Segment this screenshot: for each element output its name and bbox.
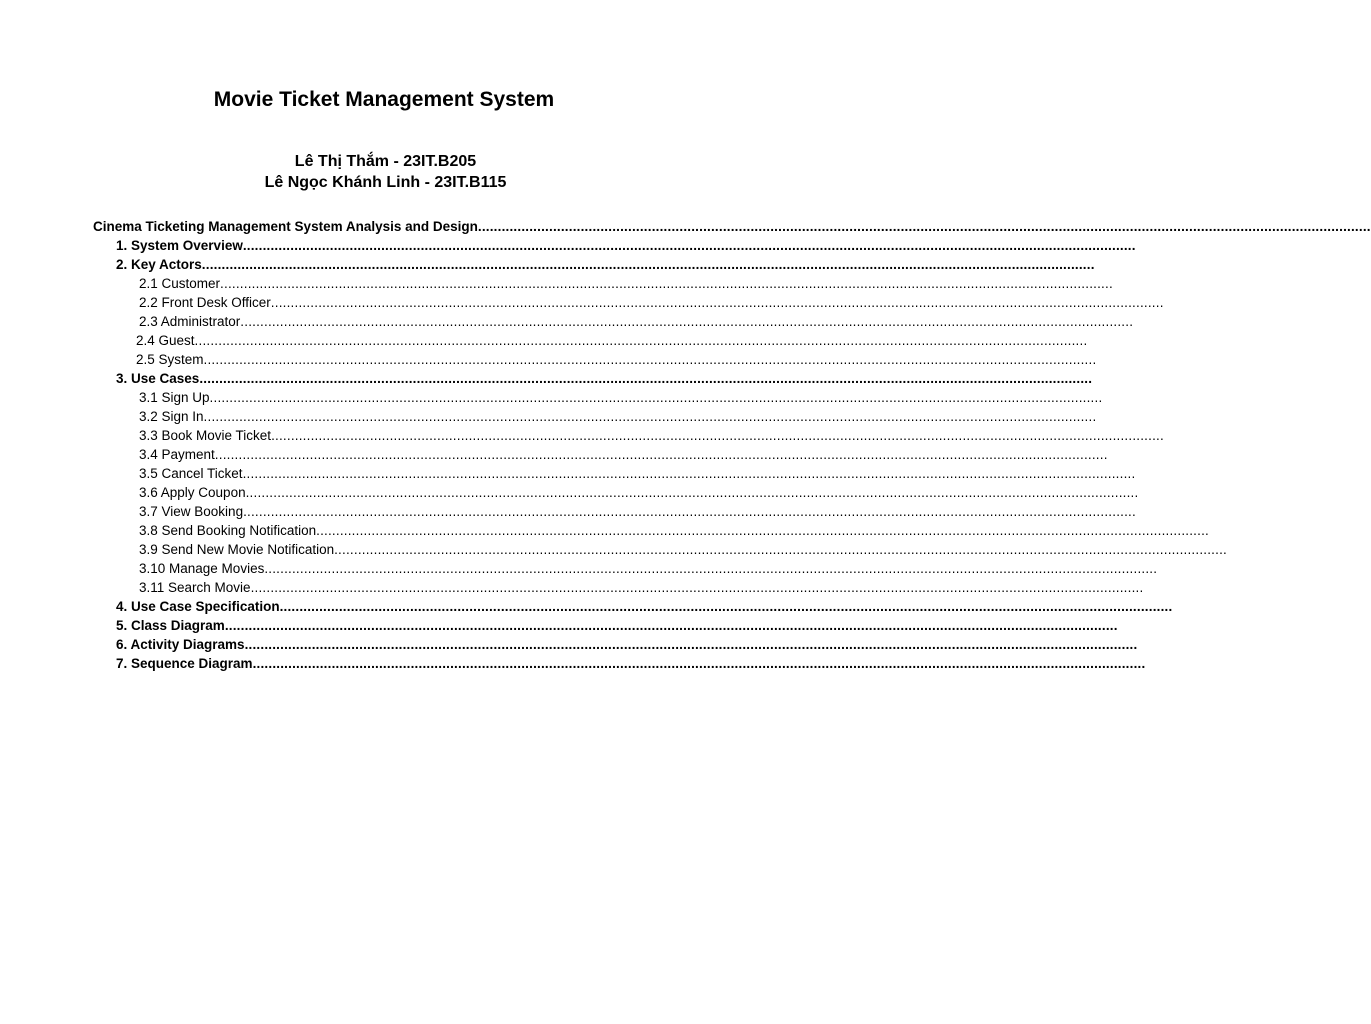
toc-entry-label: 3.2 Sign In [139,409,204,424]
toc-entry-label: 2.3 Administrator [139,314,241,329]
toc-leader-dots: .................................................................................................................................................................................................................................. [245,485,1139,500]
toc-entry-label: 6. Activity Diagrams [116,637,245,652]
toc-entry-label: 2.2 Front Desk Officer [139,295,271,310]
toc-leader-dots: .................................................................................................................................................................................................................................. [224,618,1118,633]
toc-entry[interactable] [0,597,1173,616]
toc-entry-label: 3.11 Search Movie [139,580,251,595]
toc-entry-label: 3.10 Manage Movies [139,561,265,576]
toc-entry-label: 3. Use Cases [116,371,200,386]
toc-leader-dots: .................................................................................................................................................................................................................................. [316,523,1209,538]
table-of-contents [0,217,1371,673]
toc-entry[interactable] [0,350,1097,369]
toc-leader-dots: .................................................................................................................................................................................................................................. [334,542,1227,557]
toc-entry[interactable] [0,464,1136,483]
toc-entry[interactable] [0,578,1144,597]
document-title: Movie Ticket Management System [213,88,555,111]
author-line: Lê Thị Thắm - 23IT.B205 [294,153,477,170]
toc-leader-dots: .................................................................................................................................................................................................................................. [220,276,1113,291]
toc-entry-label: 3.5 Cancel Ticket [139,466,243,481]
toc-entry[interactable] [0,616,1118,635]
toc-entry[interactable] [0,236,1136,255]
toc-entry-label: 4. Use Case Specification [116,599,280,614]
toc-entry[interactable] [0,331,1088,350]
toc-entry[interactable] [0,388,1103,407]
toc-leader-dots: .................................................................................................................................................................................................................................. [477,219,1371,234]
toc-leader-dots: .................................................................................................................................................................................................................................. [209,390,1103,405]
toc-leader-dots: .................................................................................................................................................................................................................................. [201,257,1095,272]
toc-entry-label: 3.6 Apply Coupon [139,485,246,500]
toc-entry[interactable] [0,407,1097,426]
toc-entry[interactable] [0,540,1227,559]
toc-entry[interactable] [0,502,1136,521]
toc-entry-label: 3.3 Book Movie Ticket [139,428,272,443]
toc-leader-dots: .................................................................................................................................................................................................................................. [203,409,1097,424]
toc-leader-dots: .................................................................................................................................................................................................................................. [264,561,1158,576]
toc-entry-label: 1. System Overview [116,238,243,253]
toc-entry-label: 3.7 View Booking [139,504,244,519]
toc-leader-dots: .................................................................................................................................................................................................................................. [242,466,1136,481]
toc-entry[interactable] [0,426,1164,445]
toc-leader-dots: .................................................................................................................................................................................................................................. [199,371,1093,386]
toc-entry[interactable] [0,559,1158,578]
toc-entry[interactable] [0,369,1093,388]
toc-entry-label: 7. Sequence Diagram [116,656,253,671]
toc-entry[interactable] [0,312,1134,331]
toc-leader-dots: .................................................................................................................................................................................................................................. [203,352,1097,367]
toc-entry[interactable] [0,635,1138,654]
toc-entry[interactable] [0,217,1371,236]
toc-entry-label: 2.1 Customer [139,276,221,291]
toc-entry[interactable] [0,654,1146,673]
toc-entry-label: 3.8 Send Booking Notification [139,523,317,538]
toc-entry-label: 2. Key Actors [116,257,202,272]
toc-entry[interactable] [0,445,1108,464]
toc-entry[interactable] [0,521,1209,540]
toc-leader-dots: .................................................................................................................................................................................................................................. [243,504,1136,519]
toc-entry[interactable] [0,274,1113,293]
toc-entry[interactable] [0,255,1095,274]
toc-entry-label: 3.4 Payment [139,447,215,462]
toc-entry-label: Cinema Ticketing Management System Analysis and Design [93,219,478,234]
toc-leader-dots: .................................................................................................................................................................................................................................. [214,447,1108,462]
toc-leader-dots: .................................................................................................................................................................................................................................. [242,238,1136,253]
toc-entry-label: 2.4 Guest [136,333,195,348]
toc-leader-dots: .................................................................................................................................................................................................................................. [271,428,1164,443]
author-line: Lê Ngọc Khánh Linh - 23IT.B115 [264,174,507,191]
toc-leader-dots: .................................................................................................................................................................................................................................. [244,637,1138,652]
toc-leader-dots: .................................................................................................................................................................................................................................. [270,295,1164,310]
toc-leader-dots: .................................................................................................................................................................................................................................. [252,656,1146,671]
toc-leader-dots: .................................................................................................................................................................................................................................. [250,580,1144,595]
toc-entry-label: 3.9 Send New Movie Notification [139,542,335,557]
toc-leader-dots: .................................................................................................................................................................................................................................. [279,599,1173,614]
toc-leader-dots: .................................................................................................................................................................................................................................. [194,333,1088,348]
toc-entry-label: 2.5 System [136,352,204,367]
toc-entry-label: 5. Class Diagram [116,618,225,633]
toc-entry[interactable] [0,483,1139,502]
toc-leader-dots: .................................................................................................................................................................................................................................. [240,314,1134,329]
toc-entry[interactable] [0,293,1164,312]
toc-entry-label: 3.1 Sign Up [139,390,210,405]
